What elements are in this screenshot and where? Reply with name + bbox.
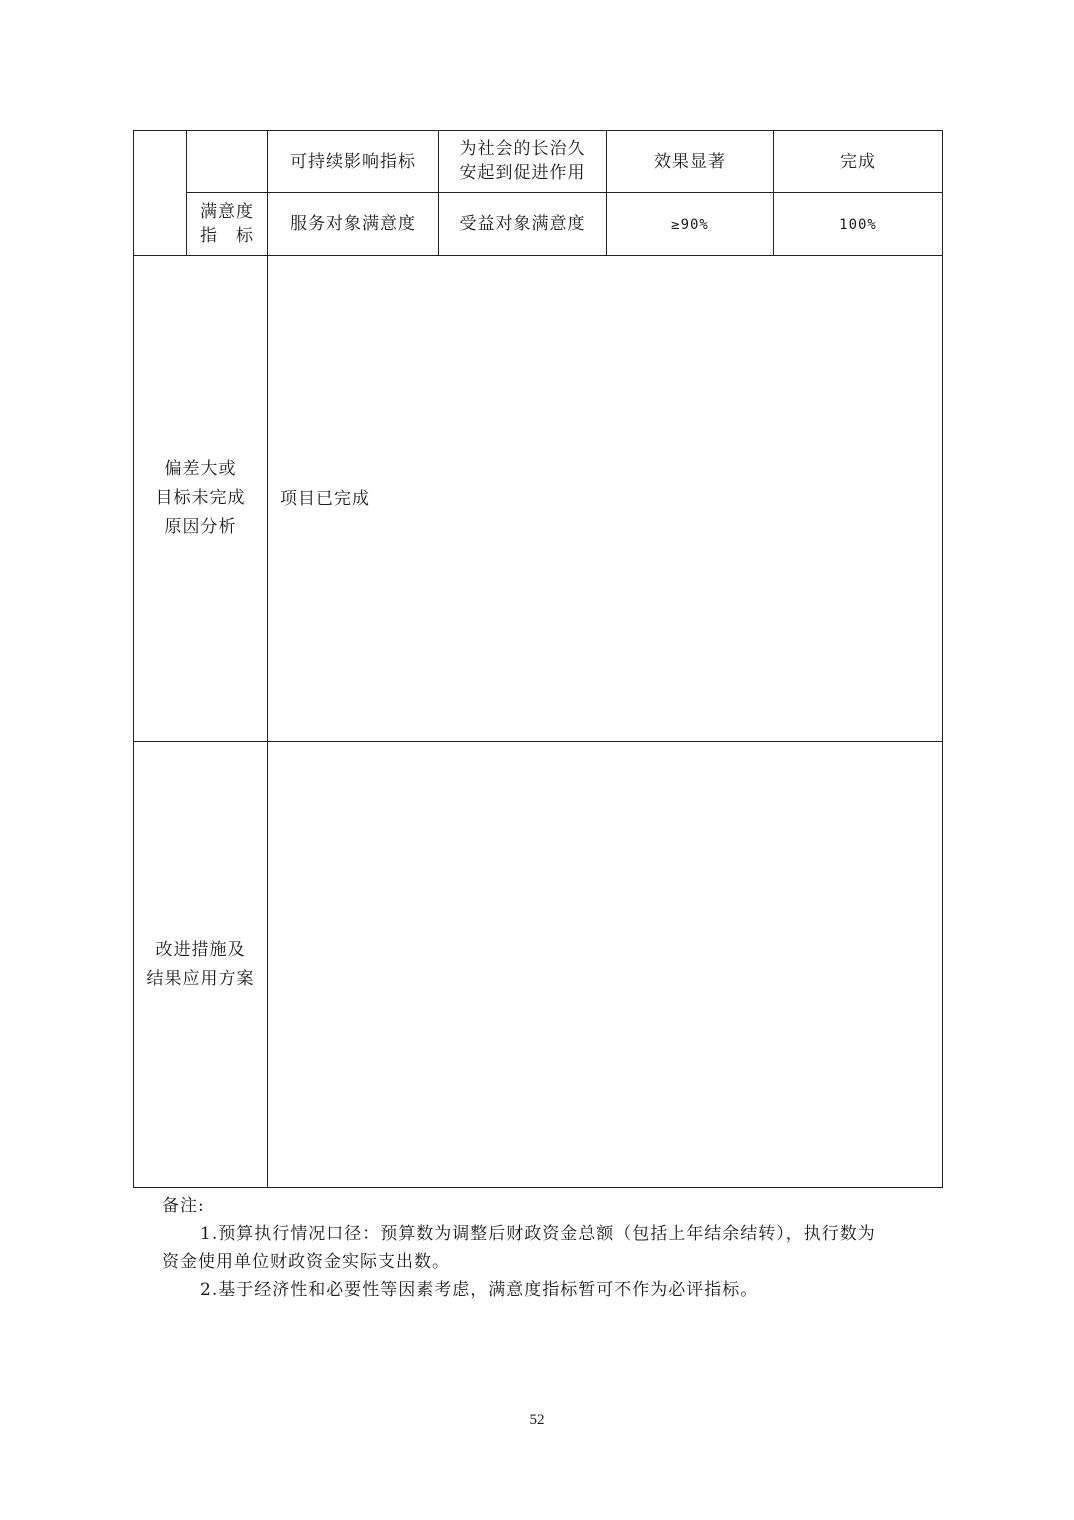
satisfaction-group-line1: 满意度 [200, 201, 254, 222]
notes-heading: 备注: [162, 1196, 205, 1216]
satisfaction-indicator: 受益对象满意度 [459, 214, 586, 234]
deviation-label-line2: 目标未完成 [155, 488, 246, 508]
satisfaction-indicator-cell [439, 193, 607, 256]
note-1-line2: 资金使用单位财政资金实际支出数。 [162, 1252, 450, 1272]
sustainability-target: 效果显著 [654, 151, 726, 172]
satisfaction-group-line2: 指 标 [200, 225, 254, 246]
sustainability-category: 可持续影响指标 [290, 151, 416, 172]
deviation-label-line1: 偏差大或 [164, 459, 237, 479]
improvement-label-line1: 改进措施及 [155, 939, 246, 960]
deviation-label-line3: 原因分析 [164, 517, 237, 537]
satisfaction-actual: 100% [839, 216, 877, 233]
satisfaction-category: 服务对象满意度 [290, 214, 416, 234]
improvement-content-cell [268, 742, 943, 1188]
satisfaction-target-cell [607, 193, 774, 256]
deviation-label-cell [134, 256, 268, 742]
outer-category-cell [134, 131, 187, 256]
deviation-content-cell [268, 256, 943, 742]
sustainability-indicator-line1: 为社会的长治久 [459, 139, 586, 159]
sustainability-target-cell [607, 131, 774, 193]
note-2: 2.基于经济性和必要性等因素考虑，满意度指标暂可不作为必评指标。 [200, 1280, 759, 1300]
satisfaction-category-cell [268, 193, 439, 256]
sustainability-row [134, 131, 943, 193]
satisfaction-actual-cell [774, 193, 943, 256]
sub-category-cell-empty [187, 131, 268, 193]
sustainability-indicator-line2: 安起到促进作用 [459, 163, 586, 183]
satisfaction-group-cell [187, 193, 268, 256]
notes-section [162, 1192, 922, 1304]
note-1-line1: 1.预算执行情况口径：预算数为调整后财政资金总额（包括上年结余结转），执行数为 [200, 1224, 876, 1244]
satisfaction-target: ≥90% [671, 216, 709, 233]
deviation-row [134, 256, 943, 742]
sustainability-actual-cell [774, 131, 943, 193]
improvement-label-cell [134, 742, 268, 1188]
deviation-content: 项目已完成 [280, 488, 370, 509]
sustainability-indicator-cell [439, 131, 607, 193]
satisfaction-row [134, 193, 943, 256]
improvement-row [134, 742, 943, 1188]
page-number: 52 [529, 1412, 545, 1428]
performance-table [133, 130, 943, 1188]
improvement-label-line2: 结果应用方案 [146, 968, 255, 989]
sustainability-actual: 完成 [840, 151, 876, 172]
sustainability-category-cell [268, 131, 439, 193]
